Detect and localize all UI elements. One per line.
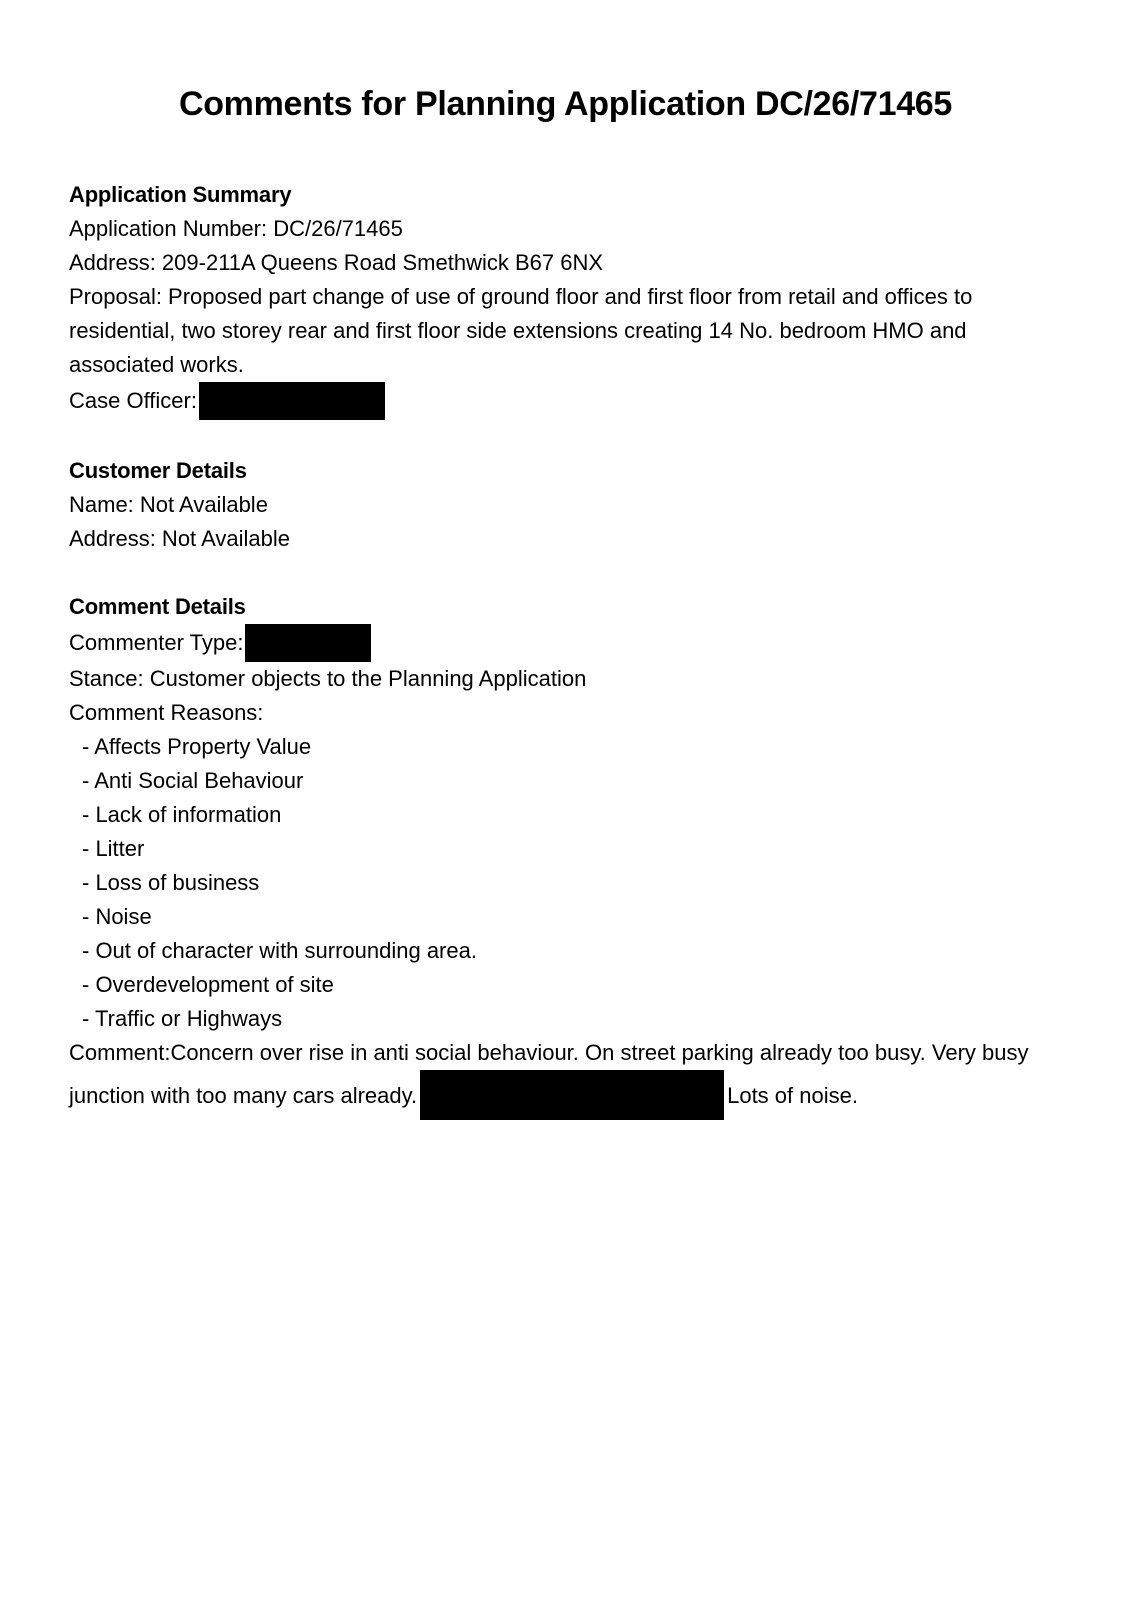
commenter-type-label: Commenter Type:: [69, 630, 244, 655]
customer-address: Address: Not Available: [69, 526, 290, 551]
section-spacer: [69, 556, 1049, 590]
commenter-type-redaction: [245, 624, 371, 662]
document-body: [69, 178, 1049, 1120]
list-item: - Traffic or Highways: [82, 1006, 283, 1031]
application-address: Address: 209-211A Queens Road Smethwick B67 6NX: [69, 250, 604, 275]
application-summary-heading: Application Summary: [69, 182, 292, 207]
comment-text-part2: Lots of noise.: [727, 1083, 858, 1108]
comment-details-heading: Comment Details: [69, 594, 246, 619]
list-item: - Overdevelopment of site: [82, 972, 334, 997]
case-officer-line: [69, 382, 1049, 420]
application-summary-section: [69, 178, 1049, 420]
list-item: - Litter: [82, 836, 145, 861]
application-number: Application Number: DC/26/71465: [69, 216, 403, 241]
customer-details-section: [69, 454, 1049, 556]
comment-redaction: [420, 1070, 724, 1120]
customer-name: Name: Not Available: [69, 492, 268, 517]
list-item: - Affects Property Value: [82, 734, 312, 759]
list-item: - Anti Social Behaviour: [82, 768, 304, 793]
section-spacer: [69, 420, 1049, 454]
list-item: - Loss of business: [82, 870, 260, 895]
list-item: - Noise: [82, 904, 152, 929]
comment-text-part1: Comment:Concern over rise in anti social behaviour. On street parking already too busy. Very busy junction with too many cars already.: [69, 1040, 1029, 1108]
list-item: - Lack of information: [82, 802, 282, 827]
list-item: - Out of character with surrounding area.: [82, 938, 477, 963]
comment-details-section: [69, 590, 1049, 1120]
page-title: Comments for Planning Application DC/26/71465: [178, 85, 953, 123]
case-officer-label: Case Officer:: [69, 388, 197, 413]
comment-reasons-list: [69, 730, 1049, 1036]
application-proposal: Proposal: Proposed part change of use of ground floor and first floor from retail and offices to residential, two storey rear and first floor side extensions creating 14 No. bedroom HMO and associated works.: [69, 284, 973, 377]
customer-details-heading: Customer Details: [69, 458, 247, 483]
comment-reasons-label: Comment Reasons:: [69, 700, 264, 725]
commenter-type-line: [69, 624, 1049, 662]
comment-stance: Stance: Customer objects to the Planning Application: [69, 666, 587, 691]
case-officer-redaction: [199, 382, 385, 420]
comment-text: [69, 1036, 1049, 1120]
